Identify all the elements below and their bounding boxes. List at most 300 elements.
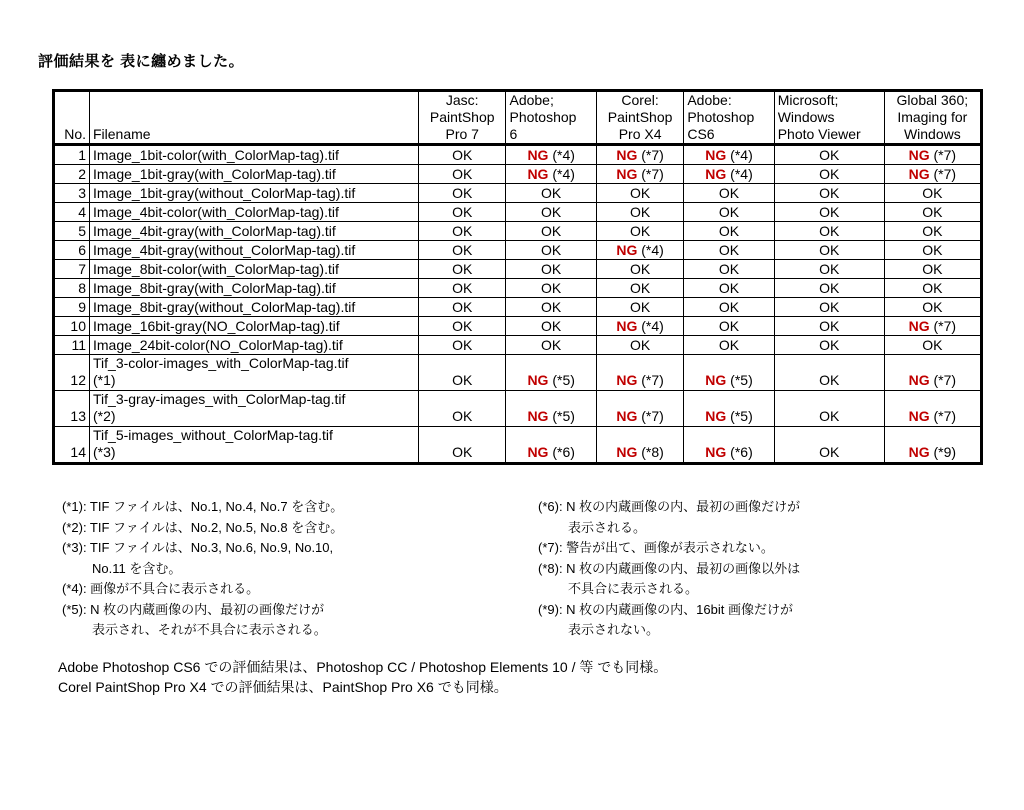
status-ok: OK bbox=[629, 337, 651, 353]
status-ng: NG bbox=[908, 147, 930, 163]
result-cell bbox=[596, 427, 684, 464]
result-cell bbox=[774, 427, 884, 464]
status-ng: NG bbox=[616, 318, 638, 334]
result-cell bbox=[684, 241, 774, 260]
header-app bbox=[596, 91, 684, 145]
status-note-ref: (*7) bbox=[929, 147, 957, 163]
result-cell bbox=[418, 279, 506, 298]
result-cell bbox=[506, 391, 596, 427]
result-cell bbox=[596, 391, 684, 427]
table-row bbox=[54, 336, 982, 355]
status-note-ref: (*4) bbox=[637, 242, 664, 258]
filename-text: Image_1bit-gray(with_ColorMap-tag).tif bbox=[93, 166, 336, 182]
footnote-text: (*8): N 枚の内蔵画像の内、最初の画像以外は bbox=[538, 560, 801, 576]
status-note-ref: (*7) bbox=[929, 166, 957, 182]
result-cell bbox=[774, 222, 884, 241]
header-line: Photoshop bbox=[509, 109, 577, 125]
status-ng: NG bbox=[527, 408, 549, 424]
header-app bbox=[684, 91, 774, 145]
status-ok: OK bbox=[629, 280, 651, 296]
result-cell bbox=[774, 184, 884, 203]
status-ok: OK bbox=[541, 204, 562, 220]
status-ok: OK bbox=[452, 147, 473, 163]
row-filename bbox=[90, 391, 419, 427]
status-ok: OK bbox=[819, 408, 840, 424]
status-note-ref: (*5) bbox=[726, 372, 753, 388]
filename-text: Image_8bit-gray(with_ColorMap-tag).tif bbox=[93, 280, 336, 296]
table-row bbox=[54, 222, 982, 241]
header-line: No. bbox=[64, 126, 86, 142]
header-app bbox=[506, 91, 596, 145]
status-ng: NG bbox=[705, 408, 727, 424]
header-line bbox=[93, 92, 415, 109]
result-cell bbox=[418, 336, 506, 355]
header-line: Pro X4 bbox=[618, 126, 662, 142]
status-note-ref: (*7) bbox=[637, 147, 664, 163]
result-cell bbox=[774, 391, 884, 427]
result-cell bbox=[506, 184, 596, 203]
result-cell bbox=[418, 184, 506, 203]
result-cell bbox=[684, 391, 774, 427]
result-cell bbox=[774, 145, 884, 165]
result-cell bbox=[884, 391, 981, 427]
footnote bbox=[538, 538, 998, 559]
result-cell bbox=[884, 279, 981, 298]
table-row bbox=[54, 241, 982, 260]
status-ok: OK bbox=[718, 223, 740, 239]
header-line bbox=[58, 92, 86, 109]
status-ng: NG bbox=[527, 147, 549, 163]
status-ok: OK bbox=[819, 166, 840, 182]
table-body bbox=[54, 145, 982, 464]
result-cell bbox=[684, 165, 774, 184]
status-ok: OK bbox=[629, 185, 651, 201]
status-note-ref: (*4) bbox=[548, 147, 575, 163]
footnote bbox=[62, 600, 522, 641]
result-cell bbox=[596, 222, 684, 241]
result-cell bbox=[506, 145, 596, 165]
status-note-ref: (*4) bbox=[637, 318, 664, 334]
row-number: 3 bbox=[54, 184, 90, 203]
filename-text: Image_1bit-color(with_ColorMap-tag).tif bbox=[93, 147, 339, 163]
result-cell bbox=[684, 145, 774, 165]
header-line: PaintShop bbox=[429, 109, 495, 125]
header-line: Jasc: bbox=[445, 92, 479, 108]
result-cell bbox=[774, 298, 884, 317]
status-ok: OK bbox=[718, 242, 740, 258]
status-ok: OK bbox=[922, 337, 943, 353]
filename-text: Image_24bit-color(NO_ColorMap-tag).tif bbox=[93, 337, 343, 353]
filename-note: (*3) bbox=[93, 444, 116, 460]
status-note-ref: (*5) bbox=[726, 408, 753, 424]
row-number: 11 bbox=[54, 336, 90, 355]
footnote bbox=[62, 497, 522, 518]
footnote-text: (*1): TIF ファイルは、No.1, No.4, No.7 を含む。 bbox=[62, 499, 344, 514]
status-ng: NG bbox=[527, 444, 549, 460]
header-filename bbox=[90, 91, 419, 145]
result-cell bbox=[884, 317, 981, 336]
footnote-text: (*7): 警告が出て、画像が表示されない。 bbox=[538, 540, 774, 555]
status-ok: OK bbox=[452, 408, 473, 424]
result-cell bbox=[884, 184, 981, 203]
table-row bbox=[54, 184, 982, 203]
row-filename bbox=[90, 222, 419, 241]
header-line: Corel: bbox=[621, 92, 659, 108]
status-ng: NG bbox=[908, 444, 930, 460]
row-filename bbox=[90, 241, 419, 260]
row-filename bbox=[90, 427, 419, 464]
status-ng: NG bbox=[908, 166, 930, 182]
status-ng: NG bbox=[908, 318, 930, 334]
status-ng: NG bbox=[616, 147, 638, 163]
status-ok: OK bbox=[819, 223, 840, 239]
result-cell bbox=[596, 241, 684, 260]
row-number: 9 bbox=[54, 298, 90, 317]
status-ok: OK bbox=[452, 318, 473, 334]
footnote-continuation: 表示され、それが不具合に表示される。 bbox=[92, 622, 327, 637]
filename-text: Tif_3-gray-images_with_ColorMap-tag.tif bbox=[93, 391, 346, 407]
filename-text: Image_1bit-gray(without_ColorMap-tag).tif bbox=[93, 185, 356, 201]
status-note-ref: (*5) bbox=[548, 372, 575, 388]
result-cell bbox=[418, 203, 506, 222]
row-filename bbox=[90, 260, 419, 279]
page-title: 評価結果を 表に纏めました。 bbox=[38, 53, 245, 70]
result-cell bbox=[884, 165, 981, 184]
header-line: Global 360; bbox=[896, 92, 969, 108]
row-number: 13 bbox=[54, 391, 90, 427]
status-note-ref: (*5) bbox=[548, 408, 575, 424]
status-note-ref: (*7) bbox=[637, 166, 664, 182]
header-line: 6 bbox=[509, 126, 518, 142]
filename-text: Image_8bit-gray(without_ColorMap-tag).tif bbox=[93, 299, 356, 315]
result-cell bbox=[418, 260, 506, 279]
status-ok: OK bbox=[452, 261, 473, 277]
row-filename bbox=[90, 336, 419, 355]
status-note-ref: (*7) bbox=[929, 318, 957, 334]
result-cell bbox=[774, 165, 884, 184]
status-ok: OK bbox=[541, 318, 562, 334]
status-ok: OK bbox=[452, 280, 473, 296]
result-cell bbox=[506, 222, 596, 241]
header-line: PaintShop bbox=[607, 109, 673, 125]
table-row bbox=[54, 260, 982, 279]
footnote bbox=[538, 559, 998, 600]
row-filename bbox=[90, 145, 419, 165]
status-note-ref: (*4) bbox=[548, 166, 575, 182]
status-ok: OK bbox=[819, 204, 840, 220]
result-cell bbox=[596, 165, 684, 184]
status-ok: OK bbox=[819, 318, 840, 334]
status-ng: NG bbox=[705, 372, 727, 388]
status-ng: NG bbox=[527, 166, 549, 182]
status-note-ref: (*7) bbox=[637, 408, 664, 424]
row-number: 1 bbox=[54, 145, 90, 165]
result-cell bbox=[684, 317, 774, 336]
header-line: Adobe; bbox=[509, 92, 554, 108]
filename-text: Image_4bit-gray(with_ColorMap-tag).tif bbox=[93, 223, 336, 239]
filename-text: Image_4bit-gray(without_ColorMap-tag).tif bbox=[93, 242, 356, 258]
row-number: 6 bbox=[54, 241, 90, 260]
result-cell bbox=[418, 241, 506, 260]
result-cell bbox=[684, 222, 774, 241]
result-cell bbox=[774, 203, 884, 222]
result-cell bbox=[418, 145, 506, 165]
header-line: Imaging for bbox=[897, 109, 968, 125]
result-cell bbox=[884, 355, 981, 391]
status-ng: NG bbox=[616, 166, 638, 182]
status-ok: OK bbox=[541, 299, 562, 315]
header-line bbox=[93, 109, 415, 126]
status-ok: OK bbox=[819, 147, 840, 163]
notes-left bbox=[62, 497, 522, 641]
header-line: Filename bbox=[93, 126, 151, 142]
filename-note: (*1) bbox=[93, 372, 116, 388]
result-cell bbox=[684, 336, 774, 355]
footnote-text: (*5): N 枚の内蔵画像の内、最初の画像だけが bbox=[62, 601, 325, 617]
status-ok: OK bbox=[922, 242, 943, 258]
result-cell bbox=[596, 336, 684, 355]
result-cell bbox=[684, 298, 774, 317]
status-ok: OK bbox=[718, 318, 740, 334]
header-line: Photo Viewer bbox=[777, 126, 861, 142]
status-ok: OK bbox=[452, 299, 473, 315]
row-number: 10 bbox=[54, 317, 90, 336]
header-app bbox=[884, 91, 981, 145]
result-cell bbox=[418, 222, 506, 241]
status-ok: OK bbox=[452, 204, 473, 220]
result-cell bbox=[506, 165, 596, 184]
result-cell bbox=[506, 203, 596, 222]
footer-line: Corel PaintShop Pro X4 での評価結果は、PaintShop Pro X6 でも同様。 bbox=[58, 679, 508, 695]
filename-note: (*2) bbox=[93, 408, 116, 424]
status-ok: OK bbox=[819, 261, 840, 277]
status-ok: OK bbox=[922, 261, 943, 277]
footnote-text: (*4): 画像が不具合に表示される。 bbox=[62, 581, 260, 596]
result-cell bbox=[506, 355, 596, 391]
footnote-continuation: 表示される。 bbox=[568, 519, 647, 535]
status-ok: OK bbox=[452, 166, 473, 182]
row-filename bbox=[90, 355, 419, 391]
status-note-ref: (*7) bbox=[637, 372, 664, 388]
status-ok: OK bbox=[452, 337, 473, 353]
result-cell bbox=[506, 298, 596, 317]
result-cell bbox=[884, 203, 981, 222]
status-ok: OK bbox=[541, 185, 562, 201]
header-line: Adobe: bbox=[687, 92, 732, 108]
filename-text: Image_16bit-gray(NO_ColorMap-tag).tif bbox=[93, 318, 340, 334]
row-number: 7 bbox=[54, 260, 90, 279]
result-cell bbox=[774, 279, 884, 298]
status-note-ref: (*4) bbox=[726, 147, 753, 163]
status-ok: OK bbox=[819, 280, 840, 296]
status-ok: OK bbox=[718, 261, 740, 277]
status-note-ref: (*6) bbox=[726, 444, 753, 460]
status-ng: NG bbox=[616, 444, 638, 460]
status-ok: OK bbox=[452, 185, 473, 201]
header-line: Windows bbox=[777, 109, 835, 125]
status-ok: OK bbox=[452, 242, 473, 258]
status-note-ref: (*7) bbox=[929, 408, 957, 424]
result-cell bbox=[684, 279, 774, 298]
status-ng: NG bbox=[908, 372, 930, 388]
result-cell bbox=[884, 241, 981, 260]
status-ok: OK bbox=[819, 185, 840, 201]
result-cell bbox=[596, 317, 684, 336]
status-ok: OK bbox=[452, 444, 473, 460]
status-note-ref: (*7) bbox=[929, 372, 957, 388]
result-cell bbox=[506, 427, 596, 464]
status-ok: OK bbox=[922, 223, 943, 239]
footnote-text: (*6): N 枚の内蔵画像の内、最初の画像だけが bbox=[538, 499, 801, 514]
filename-text: Tif_5-images_without_ColorMap-tag.tif bbox=[93, 427, 333, 443]
filename-text: Tif_3-color-images_with_ColorMap-tag.tif bbox=[93, 355, 349, 371]
footer-notes bbox=[58, 657, 667, 697]
result-cell bbox=[418, 317, 506, 336]
status-ok: OK bbox=[922, 299, 943, 315]
row-number: 2 bbox=[54, 165, 90, 184]
status-ng: NG bbox=[908, 408, 930, 424]
result-cell bbox=[506, 279, 596, 298]
result-cell bbox=[596, 279, 684, 298]
result-cell bbox=[418, 298, 506, 317]
result-cell bbox=[506, 241, 596, 260]
header-line: Photoshop bbox=[687, 109, 755, 125]
status-ok: OK bbox=[452, 223, 473, 239]
result-cell bbox=[596, 184, 684, 203]
status-ok: OK bbox=[541, 261, 562, 277]
status-ok: OK bbox=[819, 299, 840, 315]
footnote-continuation: 表示されない。 bbox=[568, 622, 660, 637]
status-ok: OK bbox=[629, 261, 651, 277]
result-cell bbox=[774, 260, 884, 279]
status-ok: OK bbox=[922, 280, 943, 296]
results-table bbox=[52, 89, 983, 465]
status-ok: OK bbox=[819, 337, 840, 353]
status-ok: OK bbox=[718, 337, 740, 353]
status-ok: OK bbox=[541, 337, 562, 353]
footnote-text: (*3): TIF ファイルは、No.3, No.6, No.9, No.10, bbox=[62, 540, 334, 555]
status-ok: OK bbox=[819, 372, 840, 388]
result-cell bbox=[506, 260, 596, 279]
result-cell bbox=[774, 317, 884, 336]
status-ng: NG bbox=[705, 166, 727, 182]
table-row bbox=[54, 145, 982, 165]
result-cell bbox=[418, 391, 506, 427]
result-cell bbox=[884, 336, 981, 355]
result-cell bbox=[596, 355, 684, 391]
status-ng: NG bbox=[616, 242, 638, 258]
status-ng: NG bbox=[616, 408, 638, 424]
header-line: Pro 7 bbox=[445, 126, 479, 142]
status-note-ref: (*8) bbox=[637, 444, 664, 460]
result-cell bbox=[596, 145, 684, 165]
result-cell bbox=[884, 427, 981, 464]
header-app bbox=[774, 91, 884, 145]
result-cell bbox=[506, 336, 596, 355]
result-cell bbox=[596, 298, 684, 317]
status-ok: OK bbox=[819, 242, 840, 258]
row-number: 8 bbox=[54, 279, 90, 298]
row-filename bbox=[90, 279, 419, 298]
table-row bbox=[54, 165, 982, 184]
result-cell bbox=[418, 355, 506, 391]
table-row bbox=[54, 298, 982, 317]
row-filename bbox=[90, 317, 419, 336]
table-row bbox=[54, 427, 982, 464]
result-cell bbox=[774, 241, 884, 260]
footnote bbox=[538, 497, 998, 538]
header-line: Windows bbox=[903, 126, 961, 142]
status-ok: OK bbox=[718, 299, 740, 315]
status-ng: NG bbox=[705, 444, 727, 460]
table-header-row bbox=[54, 91, 982, 145]
header-line bbox=[58, 109, 86, 126]
result-cell bbox=[884, 222, 981, 241]
footnote bbox=[62, 538, 522, 579]
result-cell bbox=[684, 427, 774, 464]
table-row bbox=[54, 391, 982, 427]
row-number: 12 bbox=[54, 355, 90, 391]
status-ok: OK bbox=[718, 280, 740, 296]
result-cell bbox=[884, 260, 981, 279]
status-note-ref: (*6) bbox=[548, 444, 575, 460]
status-ok: OK bbox=[629, 299, 651, 315]
footnote bbox=[62, 518, 522, 539]
footnote bbox=[538, 600, 998, 641]
result-cell bbox=[596, 203, 684, 222]
filename-text: Image_8bit-color(with_ColorMap-tag).tif bbox=[93, 261, 339, 277]
result-cell bbox=[418, 427, 506, 464]
status-ok: OK bbox=[541, 280, 562, 296]
result-cell bbox=[684, 184, 774, 203]
status-ok: OK bbox=[819, 444, 840, 460]
row-filename bbox=[90, 165, 419, 184]
table-row bbox=[54, 203, 982, 222]
table-row bbox=[54, 279, 982, 298]
status-ok: OK bbox=[541, 223, 562, 239]
result-cell bbox=[884, 145, 981, 165]
result-cell bbox=[774, 336, 884, 355]
status-ng: NG bbox=[527, 372, 549, 388]
footnote bbox=[62, 579, 522, 600]
result-cell bbox=[596, 260, 684, 279]
result-cell bbox=[418, 165, 506, 184]
row-number: 14 bbox=[54, 427, 90, 464]
row-number: 4 bbox=[54, 203, 90, 222]
footnote-continuation: No.11 を含む。 bbox=[92, 560, 182, 576]
header-no bbox=[54, 91, 90, 145]
result-cell bbox=[684, 203, 774, 222]
header-app bbox=[418, 91, 506, 145]
result-cell bbox=[506, 317, 596, 336]
status-ok: OK bbox=[718, 185, 740, 201]
table-row bbox=[54, 355, 982, 391]
header-line: Microsoft; bbox=[777, 92, 839, 108]
status-ok: OK bbox=[922, 185, 943, 201]
row-filename bbox=[90, 203, 419, 222]
status-ok: OK bbox=[629, 204, 651, 220]
footnote-text: (*9): N 枚の内蔵画像の内、16bit 画像だけが bbox=[538, 601, 793, 617]
status-ok: OK bbox=[452, 372, 473, 388]
status-ng: NG bbox=[616, 372, 638, 388]
row-filename bbox=[90, 298, 419, 317]
footnote-text: (*2): TIF ファイルは、No.2, No.5, No.8 を含む。 bbox=[62, 519, 344, 535]
status-ok: OK bbox=[922, 204, 943, 220]
result-cell bbox=[684, 355, 774, 391]
status-note-ref: (*4) bbox=[726, 166, 753, 182]
status-ok: OK bbox=[718, 204, 740, 220]
footer-line: Adobe Photoshop CS6 での評価結果は、Photoshop CC / Photoshop Elements 10 / 等 でも同様。 bbox=[58, 659, 668, 675]
